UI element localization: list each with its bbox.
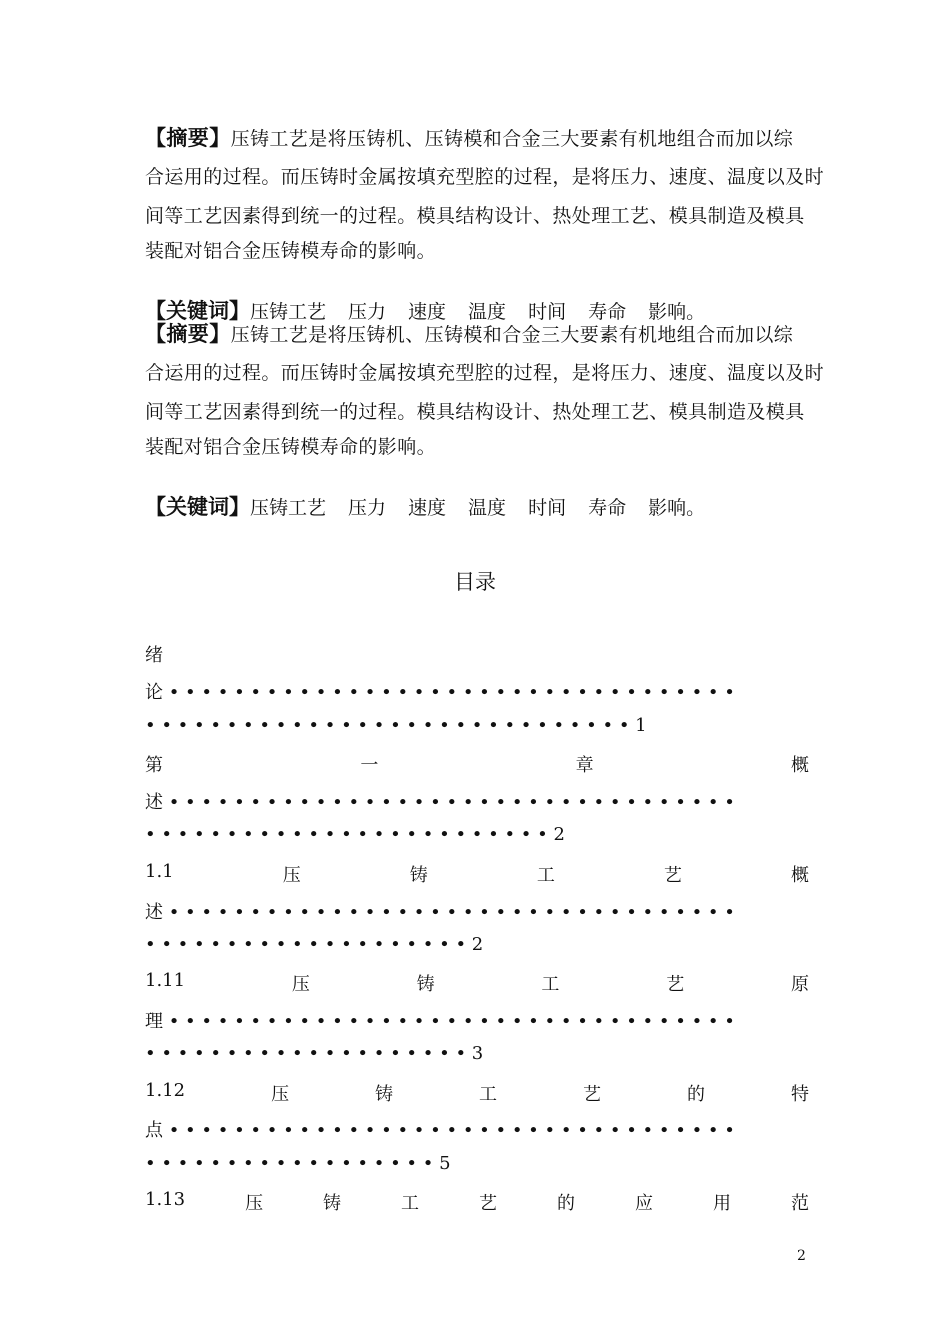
abstract-line: 装配对铝合金压铸模寿命的影响。: [145, 436, 437, 458]
toc-page-number[interactable]: 5: [439, 1153, 451, 1174]
keyword: 压铸工艺: [250, 497, 327, 519]
abstract-line: 间等工艺因素得到统一的过程。模具结构设计、热处理工艺、模具制造及模具: [145, 401, 805, 423]
keyword: 影响。: [648, 497, 706, 519]
toc-page-number[interactable]: 3: [471, 1043, 484, 1064]
toc-head-token: 原: [790, 974, 809, 995]
toc-head-token: 艺: [479, 1193, 498, 1214]
toc-dot-leader: • • • • • • • • • • • • • • • • • • • • • • • • • • • • • • • • • • •: [163, 902, 735, 923]
toc-head-token: 压: [291, 974, 310, 995]
toc-tail-char: 述: [145, 792, 163, 813]
toc-dot-leader: • • • • • • • • • • • • • • • • • •: [145, 1153, 440, 1174]
toc-head-token: 概: [790, 865, 809, 886]
toc-head-token: 工: [536, 865, 555, 886]
abstract-line: 压铸工艺是将压铸机、压铸模和合金三大要素有机地组合而加以综: [230, 128, 794, 150]
toc-head-token: 第: [145, 755, 163, 776]
toc-head-token: 艺: [583, 1084, 602, 1105]
toc-head-token: 压: [245, 1193, 264, 1214]
toc-head-token: 工: [401, 1193, 420, 1214]
toc-tail-char: 理: [145, 1011, 163, 1032]
toc-head-token: 铸: [416, 974, 435, 995]
toc-dot-leader: • • • • • • • • • • • • • • • • • • • • • • • • • • • • • • • • • • •: [163, 682, 735, 703]
toc-head-token: 工: [541, 974, 560, 995]
keyword: 压力: [348, 301, 387, 323]
toc-entry-leader: [145, 788, 809, 814]
toc-head-token: 压: [282, 865, 301, 886]
toc-page-number[interactable]: 1: [635, 715, 647, 736]
toc-entry-head: [145, 970, 809, 996]
toc-tail-char: 点: [145, 1120, 163, 1141]
keyword: 温度: [468, 301, 507, 323]
toc-head-token: 1.12: [145, 1080, 186, 1101]
page-number: 2: [797, 1248, 806, 1264]
keyword: 寿命: [588, 497, 627, 519]
toc-tail-char: 论: [145, 682, 163, 703]
toc-page-number[interactable]: 2: [553, 824, 565, 845]
toc-entry-page: [145, 824, 809, 850]
toc-head-token: 铸: [375, 1084, 394, 1105]
toc-head-token: 用: [712, 1193, 731, 1214]
abstract-line: 间等工艺因素得到统一的过程。模具结构设计、热处理工艺、模具制造及模具: [145, 205, 805, 227]
toc-head-token: 铸: [409, 865, 428, 886]
toc-head-token: 章: [575, 755, 594, 776]
toc-entry-page: [145, 1153, 809, 1179]
toc-entry-leader: [145, 1116, 809, 1142]
toc-entry-leader: [145, 1007, 809, 1033]
keyword: 温度: [468, 497, 507, 519]
toc-head-token: 1.11: [145, 970, 186, 991]
toc-head-token: 工: [479, 1084, 498, 1105]
abstract-label: 【摘要】: [145, 322, 231, 346]
keywords-label: 【关键词】: [145, 495, 250, 519]
abstract-label: 【摘要】: [145, 126, 231, 150]
toc-entry-leader: [145, 678, 809, 704]
toc-tail-char: 述: [145, 902, 163, 923]
toc-dot-leader: • • • • • • • • • • • • • • • • • • • • • • • • • • • • • • • • • • •: [163, 1120, 735, 1141]
toc-head-token: 艺: [666, 974, 685, 995]
toc-head-token: 1.1: [145, 861, 174, 882]
toc-dot-leader: • • • • • • • • • • • • • • • • • • • • • • • • • • • • • •: [145, 715, 636, 736]
toc-entry-head: [145, 861, 809, 887]
toc-entry-page: [145, 934, 809, 960]
abstract-line: 压铸工艺是将压铸机、压铸模和合金三大要素有机地组合而加以综: [230, 324, 794, 346]
toc-dot-leader: • • • • • • • • • • • • • • • • • • • •: [145, 1043, 472, 1064]
toc-dot-leader: • • • • • • • • • • • • • • • • • • • •: [145, 934, 472, 955]
toc-head-token: 概: [790, 755, 809, 776]
toc-head-token: 的: [687, 1084, 705, 1105]
toc-entry-page: [145, 715, 809, 741]
toc-head-token: 一: [360, 755, 379, 776]
toc-entry-head: [145, 1189, 809, 1215]
abstract-line: 合运用的过程。而压铸时金属按填充型腔的过程，是将压力、速度、温度以及时: [145, 166, 825, 188]
abstract-line: 合运用的过程。而压铸时金属按填充型腔的过程，是将压力、速度、温度以及时: [145, 362, 825, 384]
toc-head-token: 特: [790, 1084, 809, 1105]
abstract-line: 装配对铝合金压铸模寿命的影响。: [145, 240, 437, 262]
toc-entry-head: [145, 641, 809, 667]
toc-head-token: 1.13: [145, 1189, 186, 1210]
toc-dot-leader: • • • • • • • • • • • • • • • • • • • • • • • • • • • • • • • • • • •: [163, 792, 735, 813]
keyword: 压铸工艺: [250, 301, 327, 323]
toc-entry-leader: [145, 898, 809, 924]
toc-head-token: 铸: [323, 1193, 342, 1214]
toc-head-token: 应: [634, 1193, 653, 1214]
keyword: 时间: [528, 301, 567, 323]
toc-dot-leader: • • • • • • • • • • • • • • • • • • • • • • • • •: [145, 824, 554, 845]
toc-head-token: 范: [790, 1193, 809, 1214]
toc-entry-head: [145, 751, 809, 777]
toc-head-token: 的: [557, 1193, 575, 1214]
keywords-label: 【关键词】: [145, 299, 250, 323]
keyword: 影响。: [648, 301, 706, 323]
keyword: 速度: [408, 497, 447, 519]
toc-head-token: 压: [271, 1084, 290, 1105]
toc-entry-head: [145, 1080, 809, 1106]
keyword: 速度: [408, 301, 447, 323]
keyword: 时间: [528, 497, 567, 519]
keywords-line: [145, 491, 705, 521]
keyword: 寿命: [588, 301, 627, 323]
toc-head-token: 艺: [663, 865, 682, 886]
toc-entry-page: [145, 1043, 809, 1069]
toc-dot-leader: • • • • • • • • • • • • • • • • • • • • • • • • • • • • • • • • • • •: [163, 1011, 735, 1032]
keyword: 压力: [348, 497, 387, 519]
toc-title: 目录: [454, 570, 496, 594]
toc-head-token: 绪: [145, 645, 163, 666]
toc-page-number[interactable]: 2: [471, 934, 484, 955]
